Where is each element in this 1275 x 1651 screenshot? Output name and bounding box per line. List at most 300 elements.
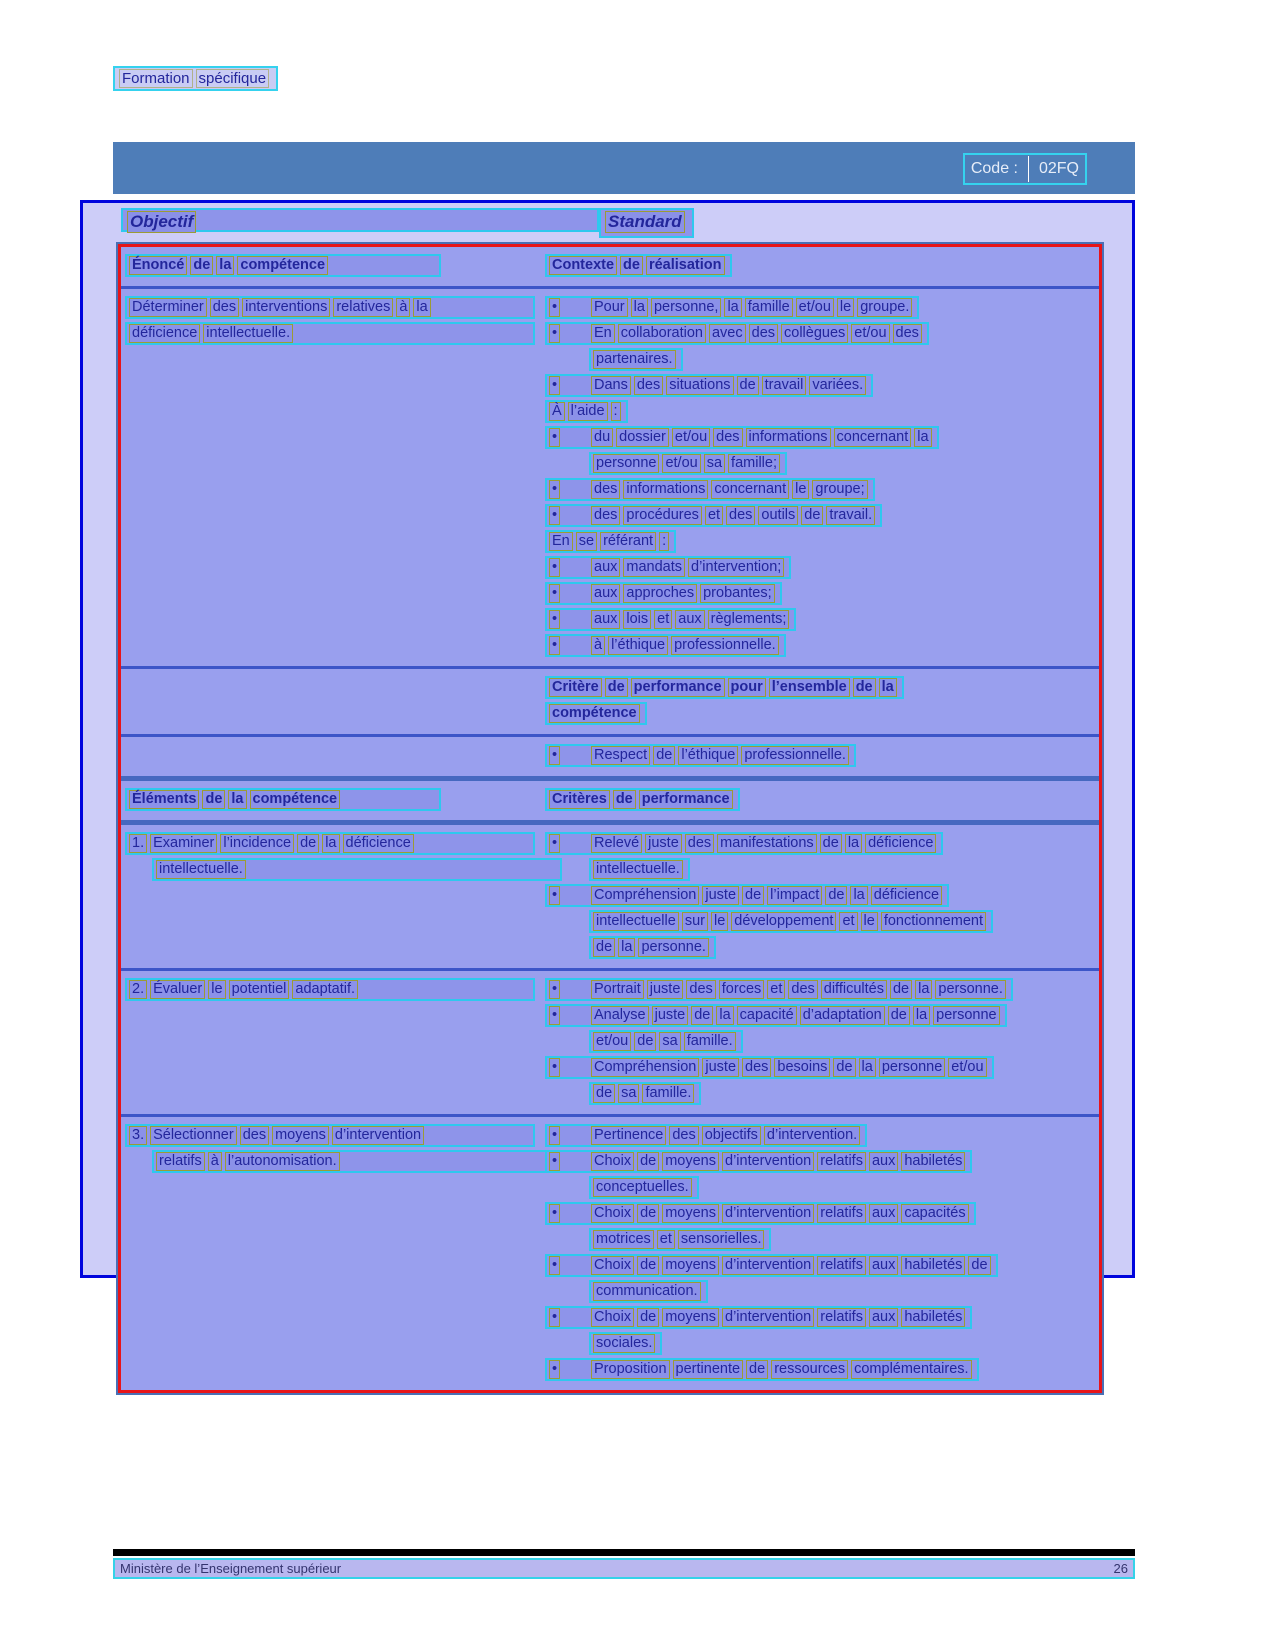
word: de (613, 790, 636, 809)
word: de (691, 1006, 713, 1025)
footer-bar (113, 1558, 1135, 1579)
word: la (322, 834, 339, 853)
word: personne (593, 454, 659, 473)
word: relatives (333, 298, 393, 317)
word: d’intervention (722, 1256, 814, 1275)
text-line (125, 832, 535, 855)
word: de (968, 1256, 990, 1275)
bullet-marker: • (549, 1058, 560, 1077)
word: juste (702, 886, 739, 905)
word: personne. (935, 980, 1006, 999)
word: l’impact (767, 886, 822, 905)
bullet-marker: • (549, 1152, 560, 1171)
word: intellectuelle. (203, 324, 293, 343)
element-cell (121, 825, 541, 968)
word: compétence (250, 790, 341, 809)
word: ressources (771, 1360, 848, 1379)
word: Contexte (549, 256, 617, 275)
word: des (893, 324, 922, 343)
text-line (545, 1124, 867, 1147)
word: sociales. (593, 1334, 655, 1353)
word: compétence (549, 704, 640, 723)
word: la (914, 428, 931, 447)
text-line (545, 702, 647, 725)
word: développement (731, 912, 836, 931)
word: famille; (728, 454, 780, 473)
text-line (545, 1056, 994, 1079)
text-line (545, 744, 856, 767)
word: d’intervention (722, 1204, 814, 1223)
word: performance (639, 790, 733, 809)
word: relatifs (817, 1152, 866, 1171)
word: et (654, 610, 672, 629)
word: habiletés (901, 1256, 965, 1275)
word: de (634, 1032, 656, 1051)
text-line (589, 452, 787, 475)
word: se (576, 532, 597, 551)
word: 3. (129, 1126, 147, 1145)
word: de (801, 506, 823, 525)
word: à (208, 1152, 222, 1171)
word: compétence (237, 256, 328, 275)
element-cell (121, 971, 541, 1114)
text-line (545, 296, 919, 319)
word: Compréhension (591, 886, 699, 905)
word: le (208, 980, 225, 999)
empty-cell (121, 669, 541, 734)
word: règlements; (708, 610, 790, 629)
text-line (545, 478, 875, 501)
word: intellectuelle. (156, 860, 246, 879)
empty-cell (121, 737, 541, 776)
critere-row (121, 737, 1099, 776)
critere-header-row (121, 669, 1099, 734)
text-line (545, 322, 929, 345)
word: moyens (662, 1204, 719, 1223)
text-line (545, 254, 732, 277)
word: des (591, 480, 620, 499)
code-divider (1028, 156, 1029, 182)
criteria-cell (541, 825, 1099, 968)
word: l’éthique (608, 636, 668, 655)
word: à (591, 636, 605, 655)
word: moyens (662, 1308, 719, 1327)
word: Dans (591, 376, 631, 395)
word: la (724, 298, 741, 317)
word: moyens (662, 1256, 719, 1275)
word: intellectuelle. (593, 860, 683, 879)
word: la (879, 678, 897, 697)
word: référant (600, 532, 656, 551)
word: Objectif (127, 211, 196, 233)
word: travail. (826, 506, 875, 525)
word: personne (933, 1006, 999, 1025)
word: aux (869, 1204, 898, 1223)
word: de (297, 834, 319, 853)
word: spécifique (196, 69, 270, 88)
bullet-marker: • (549, 1360, 560, 1379)
word: informations (623, 480, 708, 499)
word: interventions (242, 298, 330, 317)
word: juste (647, 980, 684, 999)
word: famille (745, 298, 793, 317)
word: À (549, 402, 565, 421)
text-line (125, 254, 441, 277)
bullet-marker: • (549, 1006, 560, 1025)
word: des (726, 506, 755, 525)
word: le (792, 480, 809, 499)
bullet-marker: • (549, 1204, 560, 1223)
element-row (121, 1117, 1099, 1390)
word: d’intervention; (688, 558, 784, 577)
word: réalisation (646, 256, 725, 275)
word: la (859, 1058, 876, 1077)
word: sensorielles. (678, 1230, 765, 1249)
table-header-row-1 (121, 247, 1099, 286)
word: situations (666, 376, 733, 395)
text-line (545, 374, 873, 397)
code-value: 02FQ (1038, 160, 1079, 177)
word: famille. (684, 1032, 736, 1051)
enonce-cell (121, 289, 541, 666)
word: Formation (119, 69, 193, 88)
word: Énoncé (129, 256, 187, 275)
word: Compréhension (591, 1058, 699, 1077)
word: de (853, 678, 876, 697)
word: fonctionnement (881, 912, 986, 931)
word: sa (704, 454, 725, 473)
word: des (788, 980, 817, 999)
word: et/ou (851, 324, 889, 343)
text-line (545, 426, 939, 449)
word: le (837, 298, 854, 317)
standard-heading (599, 208, 694, 238)
word: habiletés (901, 1152, 965, 1171)
word: pour (728, 678, 766, 697)
header-enonce (121, 247, 541, 286)
word: concernant (711, 480, 789, 499)
code-box (963, 153, 1087, 185)
word: groupe. (857, 298, 912, 317)
word: Choix (591, 1256, 634, 1275)
word: outils (758, 506, 798, 525)
word: professionnelle. (671, 636, 779, 655)
word: déficience (865, 834, 936, 853)
text-line (545, 884, 949, 907)
word: informations (746, 428, 831, 447)
word: Choix (591, 1308, 634, 1327)
element-row (121, 825, 1099, 968)
word: aux (591, 610, 620, 629)
word: de (637, 1204, 659, 1223)
word: déficience (871, 886, 942, 905)
standard-panel (80, 200, 1135, 1377)
word: moyens (662, 1152, 719, 1171)
text-line (589, 858, 690, 881)
word: des (591, 506, 620, 525)
text-line (125, 788, 441, 811)
word: Critère (549, 678, 602, 697)
word: et (839, 912, 857, 931)
word: personne, (651, 298, 722, 317)
word: des (210, 298, 239, 317)
word: besoins (774, 1058, 830, 1077)
word: Examiner (150, 834, 217, 853)
word: lois (623, 610, 651, 629)
word: de (890, 980, 912, 999)
word: la (845, 834, 862, 853)
bullet-marker: • (549, 980, 560, 999)
word: et (767, 980, 785, 999)
footer-ministry: Ministère de l’Enseignement supérieur (120, 1561, 342, 1576)
title-band (113, 142, 1135, 194)
word: et/ou (796, 298, 834, 317)
bullet-marker: • (549, 558, 560, 577)
word: de (737, 376, 759, 395)
word: partenaires. (593, 350, 676, 369)
footer-page-number: 26 (1113, 1561, 1128, 1576)
text-line (545, 1202, 976, 1225)
header-contexte (541, 247, 1099, 286)
word: d’intervention (722, 1152, 814, 1171)
bullet-marker: • (549, 376, 560, 395)
word: d’intervention (332, 1126, 424, 1145)
word: En (591, 324, 615, 343)
word: approches (623, 584, 697, 603)
text-line (545, 400, 628, 423)
word: de (593, 938, 615, 957)
text-line (545, 530, 676, 553)
enonce-contexte-row (121, 289, 1099, 666)
word: groupe; (812, 480, 867, 499)
objectif-heading (121, 208, 599, 232)
bullet-marker: • (549, 298, 560, 317)
word: communication. (593, 1282, 701, 1301)
word: procédures (623, 506, 702, 525)
criteria-cell (541, 1117, 1099, 1390)
code-label: Code : (970, 160, 1018, 177)
table-header-row-2 (121, 781, 1099, 820)
word: Déterminer (129, 298, 207, 317)
word: des (634, 376, 663, 395)
word: d’intervention (722, 1308, 814, 1327)
text-line (125, 1124, 535, 1147)
objectif-standard-row (121, 208, 1132, 238)
bullet-marker: • (549, 886, 560, 905)
text-line (545, 1150, 972, 1173)
word: l’éthique (678, 746, 738, 765)
word: la (228, 790, 246, 809)
section-label (113, 66, 278, 91)
word: intellectuelle (593, 912, 679, 931)
word: la (618, 938, 635, 957)
word: l’aide (568, 402, 608, 421)
word: déficience (129, 324, 200, 343)
word: forces (719, 980, 765, 999)
text-line (589, 910, 993, 933)
word: le (711, 912, 728, 931)
word: concernant (834, 428, 912, 447)
criteria-cell (541, 971, 1099, 1114)
word: la (631, 298, 648, 317)
word: à (396, 298, 410, 317)
text-line (545, 788, 740, 811)
word: et/ou (593, 1032, 631, 1051)
text-line (589, 936, 716, 959)
word: la (216, 256, 234, 275)
bullet-marker: • (549, 1308, 560, 1327)
text-line (545, 634, 786, 657)
word: Choix (591, 1204, 634, 1223)
word: capacités (901, 1204, 968, 1223)
word: la (850, 886, 867, 905)
word: de (825, 886, 847, 905)
word: aux (869, 1152, 898, 1171)
word: Sélectionner (150, 1126, 237, 1145)
text-line (545, 582, 782, 605)
word: Standard (605, 211, 685, 233)
competency-table-inner (118, 244, 1102, 1393)
text-line (589, 1030, 743, 1053)
word: dossier (616, 428, 669, 447)
word: personne (879, 1058, 945, 1077)
critere-cell (541, 737, 1099, 776)
word: Relevé (591, 834, 642, 853)
text-line (545, 1004, 1007, 1027)
text-line (125, 978, 535, 1001)
word: de (637, 1308, 659, 1327)
text-line (545, 978, 1013, 1001)
bullet-marker: • (549, 746, 560, 765)
word: la (413, 298, 430, 317)
word: relatifs (156, 1152, 205, 1171)
text-line (545, 1358, 979, 1381)
word: adaptatif. (292, 980, 358, 999)
word: la (913, 1006, 930, 1025)
word: des (685, 834, 714, 853)
text-line (545, 608, 796, 631)
word: sa (618, 1084, 639, 1103)
word: d’adaptation (800, 1006, 885, 1025)
word: pertinente (673, 1360, 744, 1379)
word: de (605, 678, 628, 697)
text-line (589, 1332, 662, 1355)
word: objectifs (702, 1126, 761, 1145)
word: et/ou (672, 428, 710, 447)
word: et (657, 1230, 675, 1249)
word: Éléments (129, 790, 199, 809)
element-rows (121, 825, 1099, 1390)
word: des (669, 1126, 698, 1145)
bullet-marker: • (549, 834, 560, 853)
text-line (545, 556, 791, 579)
word: sur (682, 912, 708, 931)
word: de (190, 256, 213, 275)
text-line (545, 832, 943, 855)
word: de (742, 886, 764, 905)
word: famille. (642, 1084, 694, 1103)
element-cell (121, 1117, 541, 1390)
word: professionnelle. (741, 746, 849, 765)
word: l’ensemble (769, 678, 850, 697)
text-line (152, 858, 562, 881)
footer-rule (113, 1549, 1135, 1556)
word: moyens (272, 1126, 329, 1145)
word: aux (869, 1308, 898, 1327)
word: Analyse (591, 1006, 649, 1025)
word: complémentaires. (851, 1360, 971, 1379)
word: variées. (809, 376, 866, 395)
word: des (240, 1126, 269, 1145)
word: : (659, 532, 669, 551)
word: de (593, 1084, 615, 1103)
word: Critères (549, 790, 610, 809)
bullet-marker: • (549, 1256, 560, 1275)
word: personne. (638, 938, 709, 957)
text-line (589, 348, 683, 371)
word: le (861, 912, 878, 931)
word: manifestations (717, 834, 817, 853)
bullet-marker: • (549, 584, 560, 603)
text-line (125, 296, 535, 319)
word: juste (645, 834, 682, 853)
word: 1. (129, 834, 147, 853)
element-row (121, 971, 1099, 1114)
word: habiletés (901, 1308, 965, 1327)
text-line (545, 504, 882, 527)
word: juste (652, 1006, 689, 1025)
contexte-cell (541, 289, 1099, 666)
word: et/ou (948, 1058, 986, 1077)
header-elements (121, 781, 541, 820)
text-line (589, 1228, 771, 1251)
word: : (611, 402, 621, 421)
text-line (545, 676, 904, 699)
word: des (749, 324, 778, 343)
word: Choix (591, 1152, 634, 1171)
word: probantes; (700, 584, 775, 603)
word: du (591, 428, 613, 447)
word: avec (709, 324, 746, 343)
word: relatifs (817, 1256, 866, 1275)
bullet-marker: • (549, 324, 560, 343)
word: aux (591, 558, 620, 577)
text-line (152, 1150, 562, 1173)
word: conceptuelles. (593, 1178, 692, 1197)
word: Respect (591, 746, 650, 765)
word: de (620, 256, 643, 275)
word: de (833, 1058, 855, 1077)
word: déficience (343, 834, 414, 853)
bullet-marker: • (549, 428, 560, 447)
bullet-marker: • (549, 636, 560, 655)
bullet-marker: • (549, 1126, 560, 1145)
word: sa (659, 1032, 680, 1051)
word: l’autonomisation. (225, 1152, 340, 1171)
word: la (915, 980, 932, 999)
text-line (589, 1176, 699, 1199)
word: et/ou (662, 454, 700, 473)
word: performance (631, 678, 725, 697)
word: de (888, 1006, 910, 1025)
word: juste (702, 1058, 739, 1077)
word: des (686, 980, 715, 999)
word: travail (762, 376, 807, 395)
word: Proposition (591, 1360, 670, 1379)
word: aux (591, 584, 620, 603)
word: de (746, 1360, 768, 1379)
header-criteres (541, 781, 1099, 820)
